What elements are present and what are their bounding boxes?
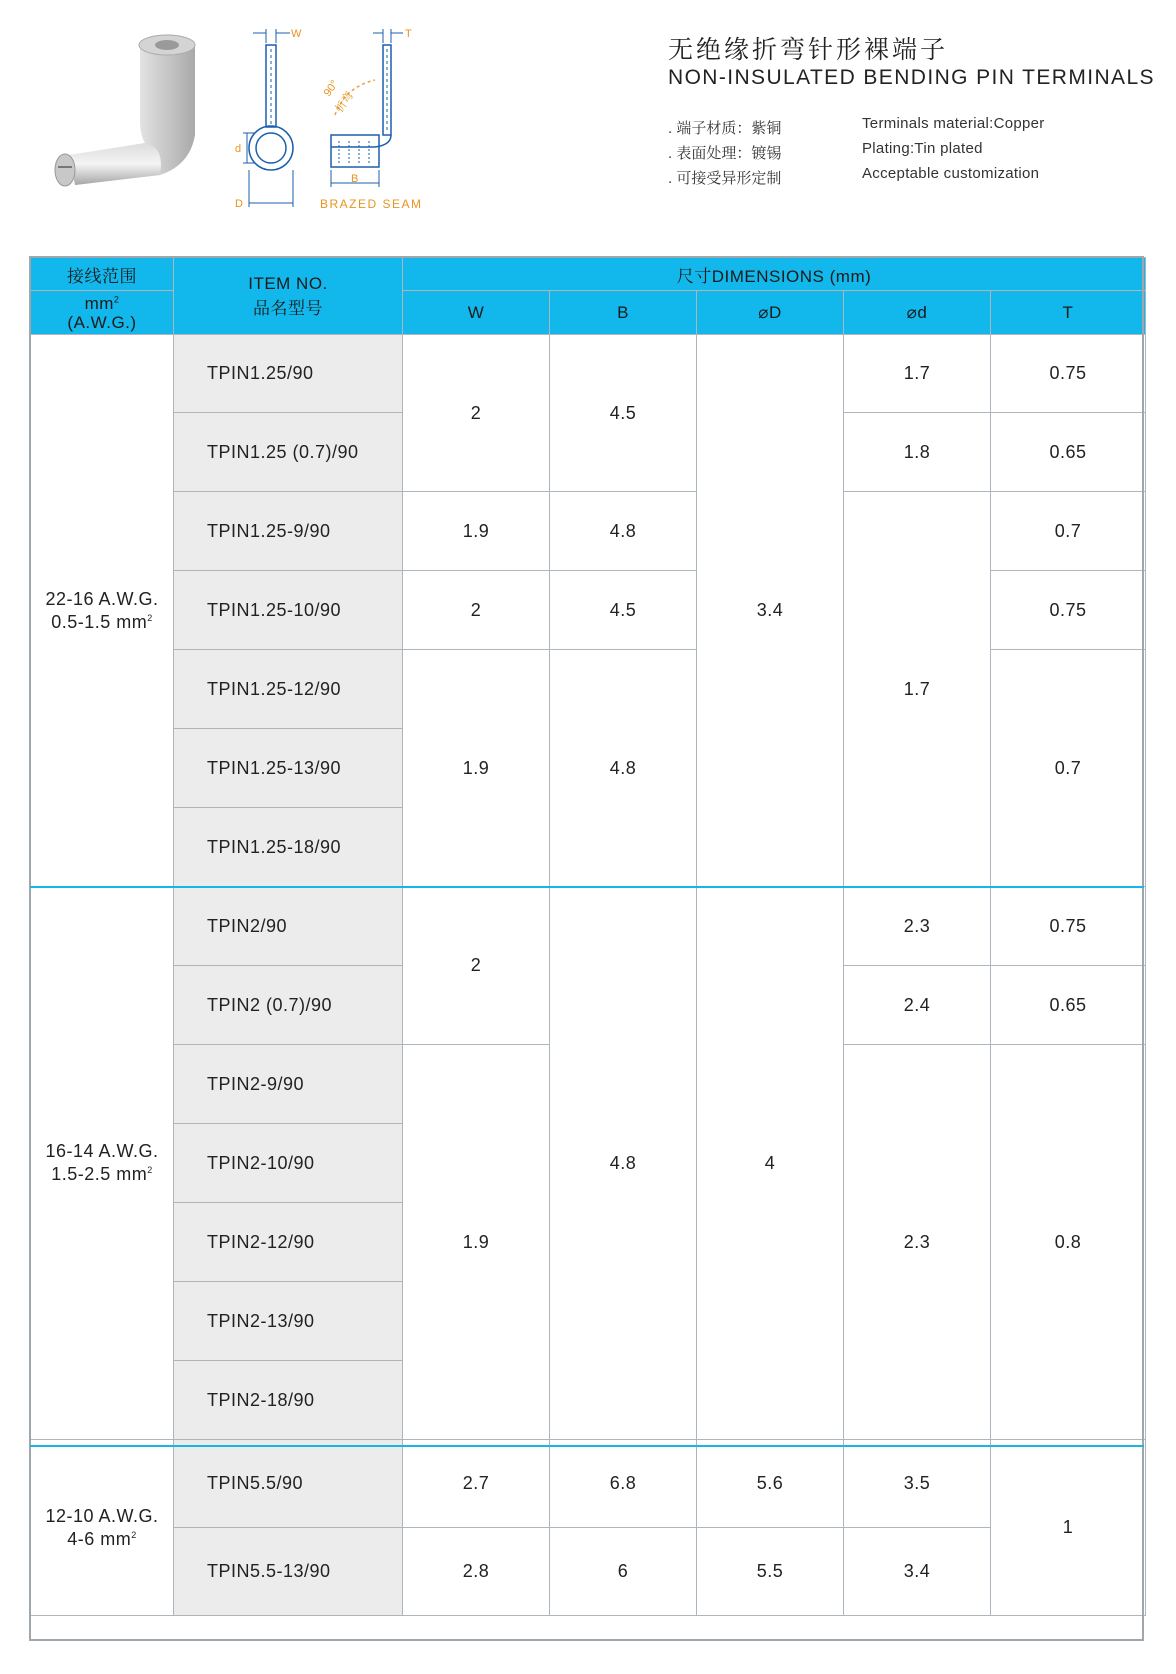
item-no: TPIN1.25-12/90	[174, 650, 403, 729]
title-english: NON-INSULATED BENDING PIN TERMINALS	[668, 66, 1155, 89]
range-sup: 2	[147, 612, 153, 623]
cell-w: 2	[403, 571, 550, 650]
cell-t: 0.75	[991, 571, 1146, 650]
title-chinese: 无绝缘折弯针形裸端子	[668, 36, 949, 64]
table-row	[31, 887, 1146, 966]
label-bend: 折弯	[333, 89, 357, 115]
spec-table	[30, 257, 1146, 1616]
cell-t: 0.7	[991, 650, 1146, 887]
cell-b: 6.8	[550, 1440, 697, 1528]
cell-t: 0.8	[991, 1045, 1146, 1440]
header-col-dia-small: ⌀d	[844, 291, 991, 335]
range-group-2	[31, 887, 174, 1440]
cell-dia-small: 1.7	[844, 492, 991, 887]
range-mm: 4-6 mm	[67, 1528, 132, 1549]
table-row	[31, 1440, 1146, 1528]
cell-w: 1.9	[403, 1045, 550, 1440]
cell-dia-big: 5.5	[697, 1528, 844, 1616]
cell-w: 2.7	[403, 1440, 550, 1528]
range-sup: 2	[147, 1165, 153, 1175]
terminal-photo	[40, 25, 215, 205]
label-d-big: D	[235, 198, 243, 210]
item-no: TPIN1.25-10/90	[174, 571, 403, 650]
item-no: TPIN1.25-9/90	[174, 492, 403, 571]
cell-w: 2.8	[403, 1528, 550, 1616]
range-group-1	[31, 335, 174, 887]
item-no: TPIN2 (0.7)/90	[174, 966, 403, 1045]
cell-b: 4.8	[550, 887, 697, 1440]
range-mm: 1.5-2.5 mm	[51, 1164, 148, 1184]
header-item-cn: 品名型号	[253, 298, 323, 318]
cell-b: 4.8	[550, 492, 697, 571]
item-no: TPIN2-18/90	[174, 1361, 403, 1440]
header-col-w: W	[403, 291, 550, 335]
label-b: B	[351, 173, 359, 185]
cell-t: 0.7	[991, 492, 1146, 571]
header-range-awg: (A.W.G.)	[67, 312, 137, 332]
cell-t: 0.65	[991, 413, 1146, 492]
item-no: TPIN2/90	[174, 887, 403, 966]
cell-dia-small: 3.5	[844, 1440, 991, 1528]
label-t: T	[405, 28, 412, 40]
range-mm: 0.5-1.5 mm	[51, 611, 148, 632]
cell-dia-big: 4	[697, 887, 844, 1440]
spec-plating-cn: . 表面处理：镀锡	[668, 145, 782, 162]
cell-dia-small: 3.4	[844, 1528, 991, 1616]
table-row	[31, 1528, 1146, 1616]
cell-w: 2	[403, 887, 550, 1045]
item-no: TPIN5.5-13/90	[174, 1528, 403, 1616]
item-no: TPIN1.25/90	[174, 335, 403, 413]
label-seam: BRAZED SEAM	[320, 197, 423, 211]
item-no: TPIN5.5/90	[174, 1440, 403, 1528]
header-range-unit	[31, 291, 174, 335]
cell-t: 0.75	[991, 887, 1146, 966]
spec-material-cn: . 端子材质：紫铜	[668, 120, 782, 137]
label-angle: 90°	[321, 78, 342, 99]
header-col-t: T	[991, 291, 1146, 335]
cell-dia-big: 3.4	[697, 335, 844, 887]
cell-dia-small: 2.3	[844, 887, 991, 966]
group-separator	[30, 1445, 1144, 1447]
header-col-dia-big: ⌀D	[697, 291, 844, 335]
cell-t: 0.75	[991, 335, 1146, 413]
cell-dia-small: 1.7	[844, 335, 991, 413]
range-group-3	[31, 1440, 174, 1616]
item-no: TPIN1.25-13/90	[174, 729, 403, 808]
header-range-mm: mm	[84, 293, 114, 313]
header-item-en: ITEM NO.	[248, 273, 328, 293]
item-no: TPIN1.25-18/90	[174, 808, 403, 887]
header-range-sup: 2	[113, 293, 120, 304]
header-item	[174, 258, 403, 335]
cell-b: 4.5	[550, 571, 697, 650]
spec-custom-en: Acceptable customization	[862, 165, 1040, 182]
range-awg: 22-16 A.W.G.	[45, 588, 159, 609]
spec-material-en: Terminals material:Copper	[862, 115, 1045, 132]
table-row	[31, 492, 1146, 571]
cell-dia-small: 2.4	[844, 966, 991, 1045]
item-no: TPIN2-12/90	[174, 1203, 403, 1282]
cell-dia-big: 5.6	[697, 1440, 844, 1528]
item-no: TPIN2-13/90	[174, 1282, 403, 1361]
spec-plating-en: Plating:Tin plated	[862, 140, 983, 157]
header-dimensions: 尺寸DIMENSIONS (mm)	[403, 258, 1146, 291]
cell-w: 1.9	[403, 492, 550, 571]
cell-dia-small: 1.8	[844, 413, 991, 492]
range-sup: 2	[131, 1529, 137, 1540]
cell-t: 0.65	[991, 966, 1146, 1045]
cell-b: 4.8	[550, 650, 697, 887]
cell-w: 2	[403, 335, 550, 492]
cell-b: 4.5	[550, 335, 697, 492]
table-row	[31, 335, 1146, 413]
range-awg: 12-10 A.W.G.	[45, 1505, 159, 1526]
cell-b: 6	[550, 1528, 697, 1616]
cell-t: 1	[991, 1440, 1146, 1616]
spec-custom-cn: . 可接受异形定制	[668, 170, 782, 187]
group-separator	[30, 886, 1144, 888]
dimension-drawing	[235, 25, 455, 230]
label-d-small: d	[235, 143, 242, 155]
item-no: TPIN2-9/90	[174, 1045, 403, 1124]
item-no: TPIN2-10/90	[174, 1124, 403, 1203]
header-range-cn: 接线范围	[31, 258, 174, 291]
item-no: TPIN1.25 (0.7)/90	[174, 413, 403, 492]
header-col-b: B	[550, 291, 697, 335]
label-w: W	[291, 28, 302, 40]
range-awg: 16-14 A.W.G.	[45, 1141, 159, 1161]
cell-w: 1.9	[403, 650, 550, 887]
cell-dia-small: 2.3	[844, 1045, 991, 1440]
